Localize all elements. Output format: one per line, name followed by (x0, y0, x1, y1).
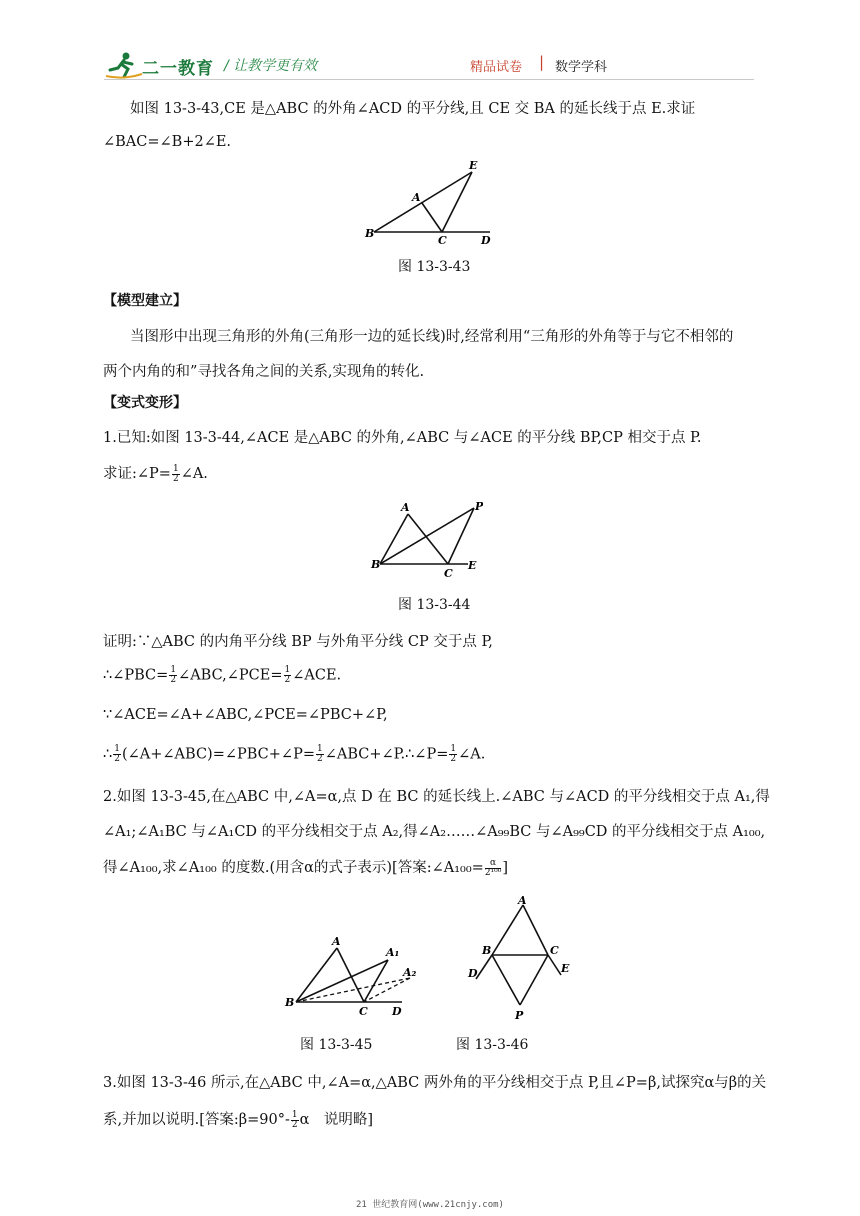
intro-line-2: ∠BAC=∠B+2∠E. (103, 134, 232, 150)
intro-line-1: 如图 13-3-43,CE 是△ABC 的外角∠ACD 的平分线,且 CE 交 BA 的延长线于点 E.求证 (130, 101, 696, 117)
fig43-label-b: B (365, 227, 375, 240)
fig46-label-c: C (550, 944, 559, 957)
header-divider (104, 79, 754, 80)
figure-13-3-43 (360, 158, 500, 246)
fig43-label-c: C (438, 234, 447, 246)
slogan: / 让教学更有效 (224, 58, 318, 74)
fig43-label-a: A (412, 191, 421, 204)
model-line-1: 当图形中出现三角形的外角(三角形一边的延长线)时,经常利用“三角形的外角等于与它不相邻的 (130, 329, 734, 345)
fig43-label-e: E (469, 159, 478, 172)
fig45-label-b: B (285, 996, 295, 1009)
fig46-label-b: B (482, 944, 492, 957)
fig45-label-d: D (392, 1005, 402, 1018)
fig44-label-c: C (444, 567, 453, 580)
proof-line-1: 证明:∵△ABC 的内角平分线 BP 与外角平分线 CP 交于点 P, (103, 634, 493, 650)
figure-13-3-44 (368, 498, 483, 580)
fig45-caption: 图 13-3-45 (300, 1037, 373, 1053)
model-heading: 【模型建立】 (103, 293, 187, 309)
fig46-label-a: A (518, 894, 527, 907)
fig44-label-b: B (371, 558, 381, 571)
logo-text: 二一教育 (142, 59, 214, 79)
q3-line-2: 系,并加以说明.[答案:β=90°- $\frac{1}{2}$ α 说明略] (103, 1109, 374, 1130)
variant-heading: 【变式变形】 (103, 395, 187, 411)
header-separator: | (539, 53, 545, 71)
fig45-label-c: C (359, 1005, 368, 1018)
proof-line-3: ∵∠ACE=∠A+∠ABC,∠PCE=∠PBC+∠P, (103, 707, 388, 723)
figure-13-3-45 (282, 930, 422, 1020)
fig46-caption: 图 13-3-46 (456, 1037, 529, 1053)
q1-line-2: 求证:∠P= $\frac{1}{2}$ ∠A. (103, 463, 208, 484)
fig45-label-a2: A₂ (403, 966, 417, 979)
fig43-caption: 图 13-3-43 (398, 259, 471, 275)
header-subject: 数学学科 (555, 60, 608, 75)
fig44-label-e: E (468, 559, 477, 572)
fig44-label-a: A (401, 501, 410, 514)
proof-line-4: ∴ $\frac{1}{2}$ (∠A+∠ABC)=∠PBC+∠P= $\frac{1}{2}$ ∠ABC+∠P.∴∠P= $\frac{1}{2}$ ∠A. (103, 744, 486, 764)
fig46-label-d: D (468, 967, 478, 980)
q2-line-3: 得∠A₁₀₀,求∠A₁₀₀ 的度数.(用含α的式子表示)[答案:∠A₁₀₀= $\frac{\alpha}{\text{2¹⁰⁰}}$ ] (103, 857, 509, 878)
figure-13-3-46 (460, 893, 580, 1025)
q1-line-1: 1.已知:如图 13-3-44,∠ACE 是△ABC 的外角,∠ABC 与∠ACE 的平分线 BP,CP 相交于点 P. (103, 430, 702, 446)
footer: 21 世纪教育网(www.21cnjy.com) (356, 1200, 504, 1210)
header-label: 精品试卷 (470, 60, 523, 75)
q2-line-1: 2.如图 13-3-45,在△ABC 中,∠A=α,点 D 在 BC 的延长线上.∠ABC 与∠ACD 的平分线相交于点 A₁,得 (103, 789, 770, 805)
proof-line-2: ∴∠PBC= $\frac{1}{2}$ ∠ABC,∠PCE= $\frac{1}{2}$ ∠ACE. (103, 665, 342, 685)
q3-line-1: 3.如图 13-3-46 所示,在△ABC 中,∠A=α,△ABC 两外角的平分线相交于点 P,且∠P=β,试探究α与β的关 (103, 1075, 767, 1091)
fig44-caption: 图 13-3-44 (398, 597, 471, 613)
fig45-label-a: A (332, 935, 341, 948)
q2-line-2: ∠A₁;∠A₁BC 与∠A₁CD 的平分线相交于点 A₂,得∠A₂……∠A₉₉BC 与∠A₉₉CD 的平分线相交于点 A₁₀₀, (103, 824, 766, 840)
fig44-label-p: P (475, 500, 483, 513)
runner-logo-icon (104, 50, 144, 80)
fig45-label-a1: A₁ (386, 946, 400, 959)
fig43-label-d: D (481, 234, 491, 246)
fig46-label-e: E (561, 962, 570, 975)
model-line-2: 两个内角的和”寻找各角之间的关系,实现角的转化. (103, 364, 425, 380)
fig46-label-p: P (515, 1009, 524, 1022)
